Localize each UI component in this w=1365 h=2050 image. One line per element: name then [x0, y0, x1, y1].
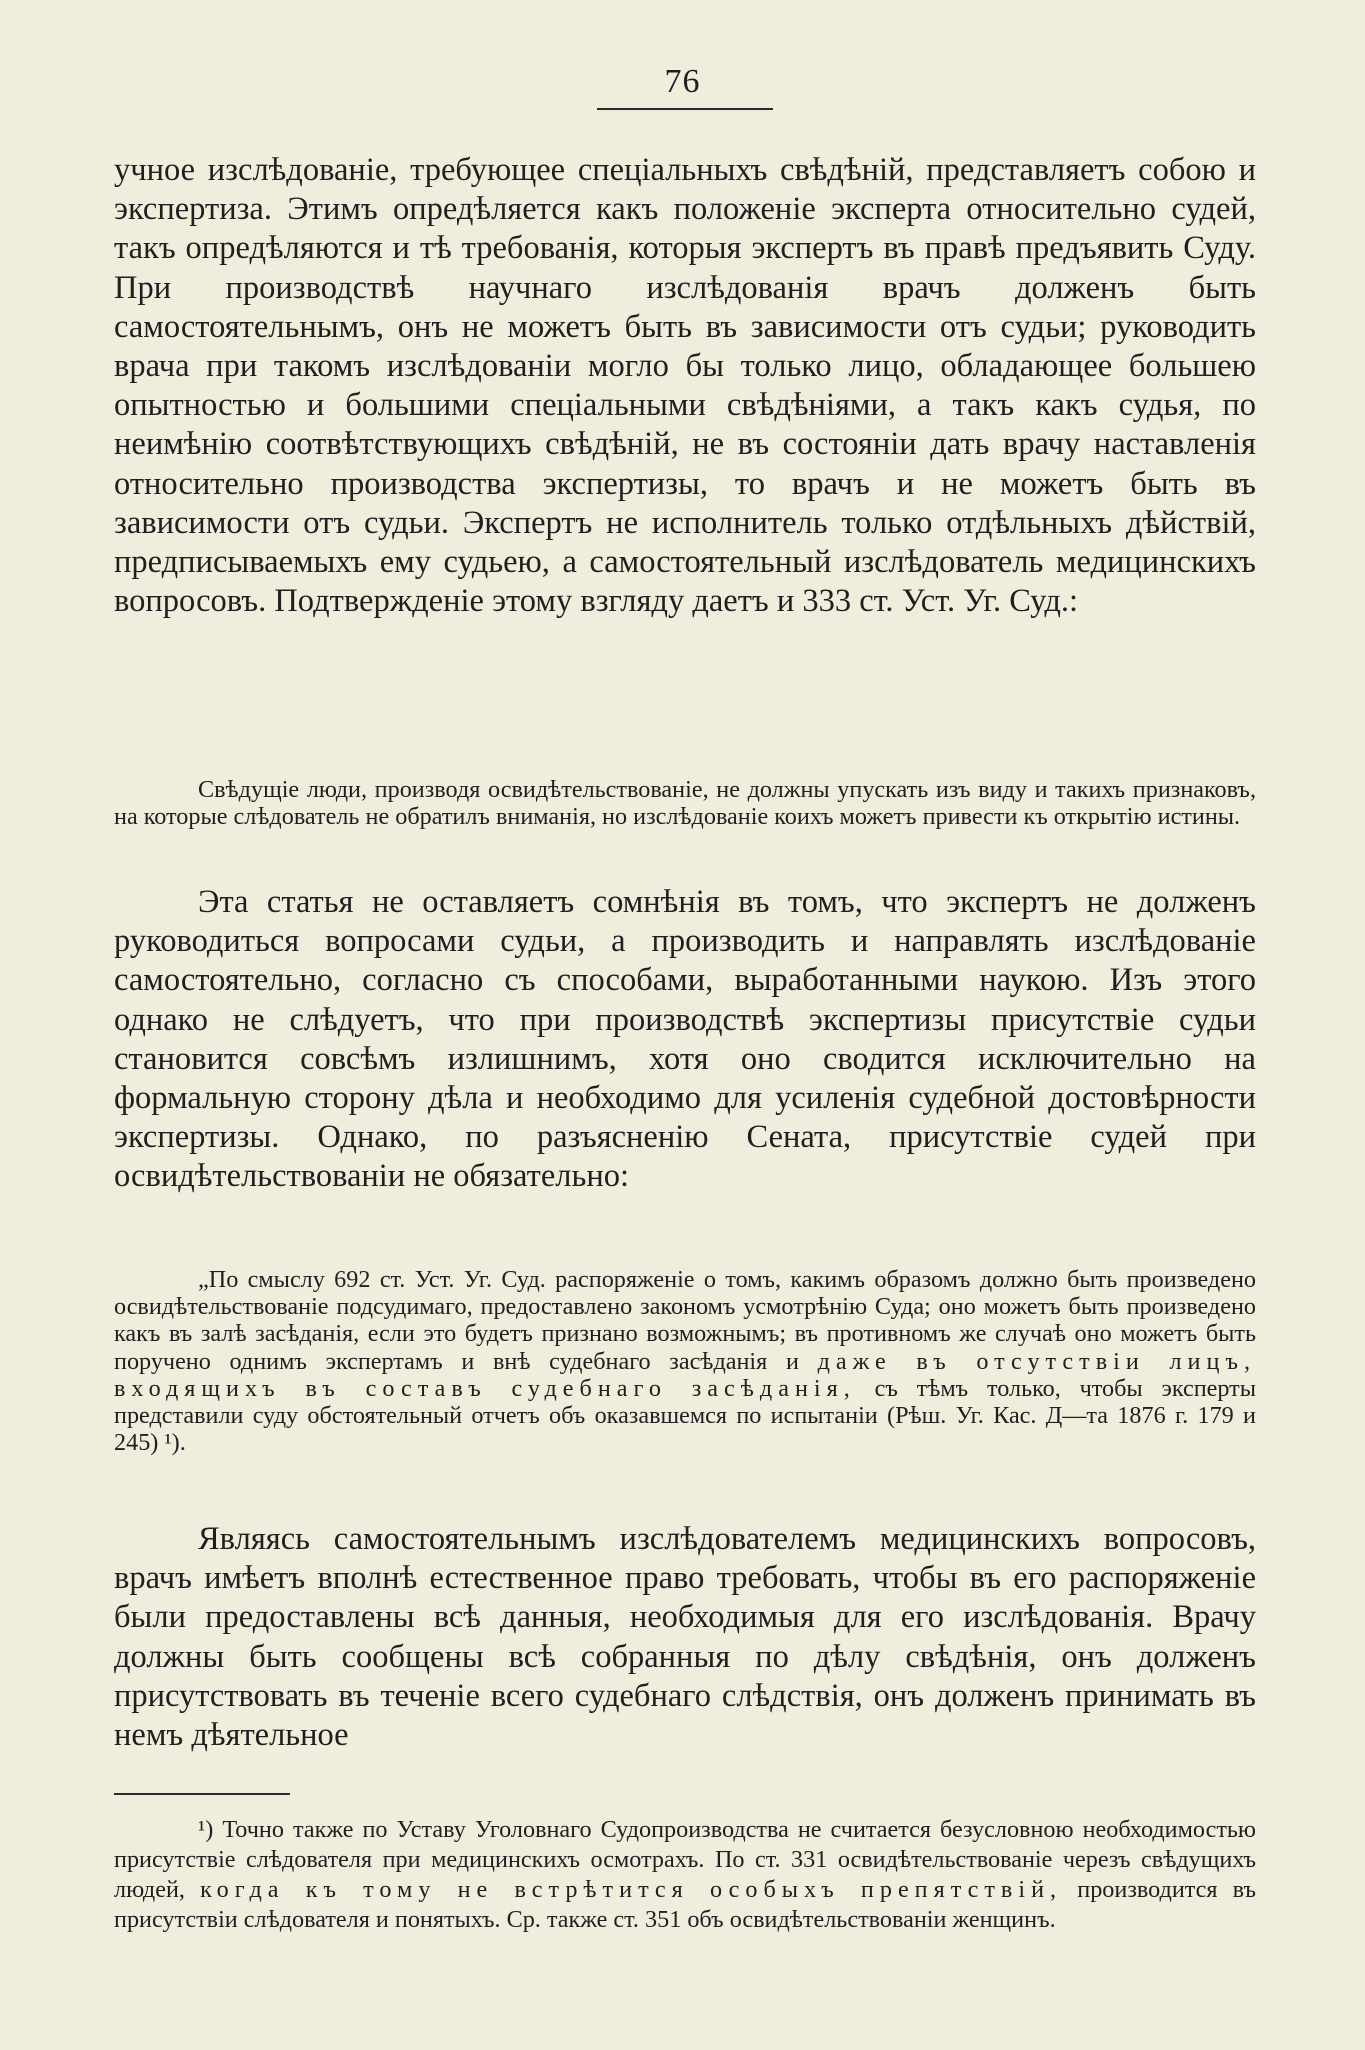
paragraph-3	[114, 1520, 1256, 1755]
page-number: 76	[664, 63, 701, 100]
paragraph-1	[114, 151, 1256, 621]
paragraph-1-text: учное изслѣдованіе, требующее спеціальныхъ свѣдѣній, представляетъ собою и экспертиза. Этимъ опредѣляется какъ положеніе эксперта относительно судей, такъ опредѣляются и тѣ требованія, которыя экспертъ въ правѣ предъявить Суду. При производствѣ научнаго изслѣдованія врачъ долженъ быть самостоятельнымъ, онъ не можетъ быть въ зависимости отъ судьи; руководить врача при такомъ изслѣдованіи могло бы только лицо, обладающее большею опытностью и большими спеціальными свѣдѣніями, а такъ какъ судья, по неимѣнію соотвѣтствующихъ свѣдѣній, не въ состояніи дать врачу наставленія относительно производства экспертизы, то врачъ и не можетъ быть въ зависимости отъ судьи. Экспертъ не исполнитель только отдѣльныхъ дѣйствій, предписываемыхъ ему судьею, а самостоятельный изслѣдователь медицинскихъ вопросовъ. Подтвержденіе этому взгляду даетъ и 333 ст. Уст. Уг. Суд.:	[114, 152, 1256, 620]
footnote	[114, 1815, 1256, 1935]
paragraph-2	[114, 883, 1256, 1197]
footnote-text	[114, 1815, 1256, 1935]
quote-senate-part-b: съ тѣмъ только, чтобы эксперты представили суду обстоятельный отчетъ объ оказавшемся по испытаніи (Рѣш. Уг. Кас. Д—та 1876 г. 179 и 245) ¹).	[114, 1374, 1256, 1457]
paragraph-2-text: Эта статья не оставляетъ сомнѣнія въ томъ, что экспертъ не долженъ руководиться вопросами судьи, а производить и направлять изслѣдованіе самостоятельно, согласно съ способами, выработанными наукою. Изъ этого однако не слѣдуетъ, что при производствѣ экспертизы присутствіе судьи становится совсѣмъ излишнимъ, хотя оно сводится исключительно на формальную сторону дѣла и необходимо для усиленія судебной достовѣрности экспертизы. Однако, по разъясненію Сената, присутствіе судей при освидѣтельствованіи не обязательно:	[114, 884, 1256, 1195]
footnote-rule	[114, 1793, 290, 1795]
quote-senate-spaced: даже въ отсутствіи лицъ, входящихъ въ составъ судебнаго засѣданія,	[114, 1347, 1256, 1402]
paragraph-3-text: Являясь самостоятельнымъ изслѣдователемъ медицинскихъ вопросовъ, врачъ имѣетъ вполнѣ естественное право требовать, чтобы въ его распоряженіе были предоставлены всѣ данныя, необходимыя для его изслѣдованія. Врачу должны быть сообщены всѣ собранныя по дѣлу свѣдѣнія, онъ долженъ присутствовать въ теченіе всего судебнаго слѣдствія, онъ долженъ принимать въ немъ дѣятельное	[114, 1521, 1256, 1754]
quote-senate-decision	[114, 1266, 1256, 1456]
quote-senate-decision-text	[114, 1266, 1256, 1456]
quote-senate-part-a: „По смыслу 692 ст. Уст. Уг. Суд. распоряженіе о томъ, какимъ образомъ должно быть произведено освидѣтельствованіе подсудимаго, предоставлено закономъ усмотрѣнію Суда; оно можетъ быть произведено какъ въ залѣ засѣданія, если это будетъ признано возможнымъ; въ противномъ же случаѣ оно можетъ быть поручено однимъ экспертамъ и внѣ судебнаго засѣданія и	[114, 1266, 1256, 1375]
header-rule	[597, 108, 773, 110]
footnote-marker: ¹)	[198, 1816, 214, 1843]
footnote-part-a: Точно также по Уставу Уголовнаго Судопроизводства не считается безусловною необходимостью присутствіе слѣдователя при медицинскихъ осмотрахъ. По ст. 331 освидѣтельствованіе черезъ свѣдущихъ людей,	[114, 1816, 1256, 1903]
footnote-spaced: когда къ тому не встрѣтится особыхъ препятствій,	[200, 1876, 1063, 1903]
footnote-part-b: производится въ присутствіи слѣдователя и понятыхъ. Ср. также ст. 351 объ освидѣтельствованіи женщинъ.	[114, 1876, 1257, 1933]
quote-article-333	[114, 776, 1256, 830]
quote-article-333-text: Свѣдущіе люди, производя освидѣтельствованіе, не должны упускать изъ виду и такихъ признаковъ, на которые слѣдователь не обратилъ вниманія, но изслѣдованіе коихъ можетъ привести къ открытію истины.	[114, 776, 1256, 831]
